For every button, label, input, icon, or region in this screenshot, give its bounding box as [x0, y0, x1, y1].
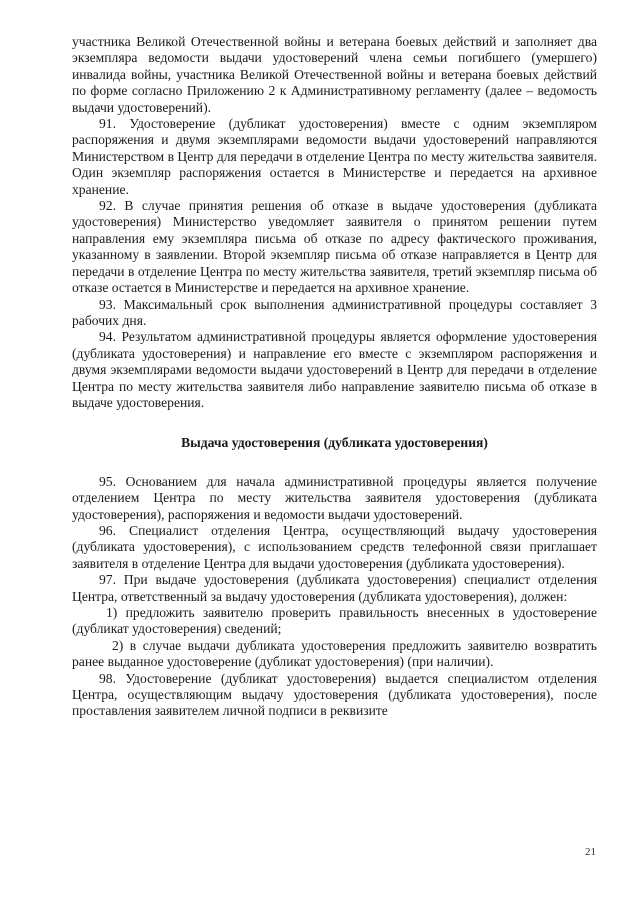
section-heading: Выдача удостоверения (дубликата удостоверения) [181, 435, 488, 451]
paragraph-97-item-2: 2) в случае выдачи дубликата удостоверения предложить заявителю возвратить ранее выданное удостоверение (дубликат удостоверения) (при наличии). [72, 637, 597, 670]
paragraph-93: 93. Максимальный срок выполнения административной процедуры составляет 3 рабочих дня. [72, 296, 597, 328]
document-body [72, 34, 597, 720]
paragraph-91: 91. Удостоверение (дубликат удостоверения) вместе с одним экземпляром распоряжения и двумя экземплярами ведомости выдачи удостоверений направляются Министерством в Центр для передачи в отделение Центра по месту жительства заявителя. Один экземпляр распоряжения остается в Министерстве и передается на архивное хранение. [72, 116, 597, 197]
paragraph-95: 95. Основанием для начала административной процедуры является получение отделением Центра по месту жительства заявителя удостоверения (дубликата удостоверения), распоряжения и ведомости выдачи удостоверений. [72, 473, 597, 522]
paragraph-98: 98. Удостоверение (дубликат удостоверения) выдается специалистом отделения Центра, осуществляющим выдачу удостоверения (дубликата удостоверения), после проставления заявителем личной подписи в реквизите [72, 670, 597, 719]
paragraph-continuation: участника Великой Отечественной войны и ветерана боевых действий и заполняет два экземпляра ведомости выдачи удостоверений члена семьи погибшего (умершего) инвалида войны, участника Великой Отечественной войны и ветерана боевых действий по форме согласно Приложению 2 к Административному регламенту (далее – ведомость выдачи удостоверений). [72, 34, 597, 115]
page-number: 21 [585, 846, 596, 858]
paragraph-97: 97. При выдаче удостоверения (дубликата удостоверения) специалист отделения Центра, ответственный за выдачу удостоверения (дубликата удостоверения), должен: [72, 572, 597, 604]
paragraph-96: 96. Специалист отделения Центра, осуществляющий выдачу удостоверения (дубликата удостоверения), с использованием средств телефонной связи приглашает заявителя в отделение Центра для выдачи удостоверения (дубликата удостоверения). [72, 522, 597, 571]
paragraph-94: 94. Результатом административной процедуры является оформление удостоверения (дубликата удостоверения) и направление его вместе с экземпляром распоряжения и двумя экземплярами ведомости выдачи удостоверений в Центр для передачи в отделение Центра по месту жительства заявителя либо направление заявителю письма об отказе в выдаче удостоверения. [72, 329, 597, 410]
paragraph-97-item-1: 1) предложить заявителю проверить правильность внесенных в удостоверение (дубликат удостоверения) сведений; [72, 605, 597, 637]
paragraph-92: 92. В случае принятия решения об отказе в выдаче удостоверения (дубликата удостоверения) Министерство уведомляет заявителя о принятом решении путем направления ему экземпляра письма об отказе по адресу фактического проживания, указанному в заявлении. Второй экземпляр письма об отказе направляется в Центр для передачи в отделение Центра по месту жительства заявителя, третий экземпляр письма об отказе остается в Министерстве и передается на архивное хранение. [72, 198, 597, 296]
